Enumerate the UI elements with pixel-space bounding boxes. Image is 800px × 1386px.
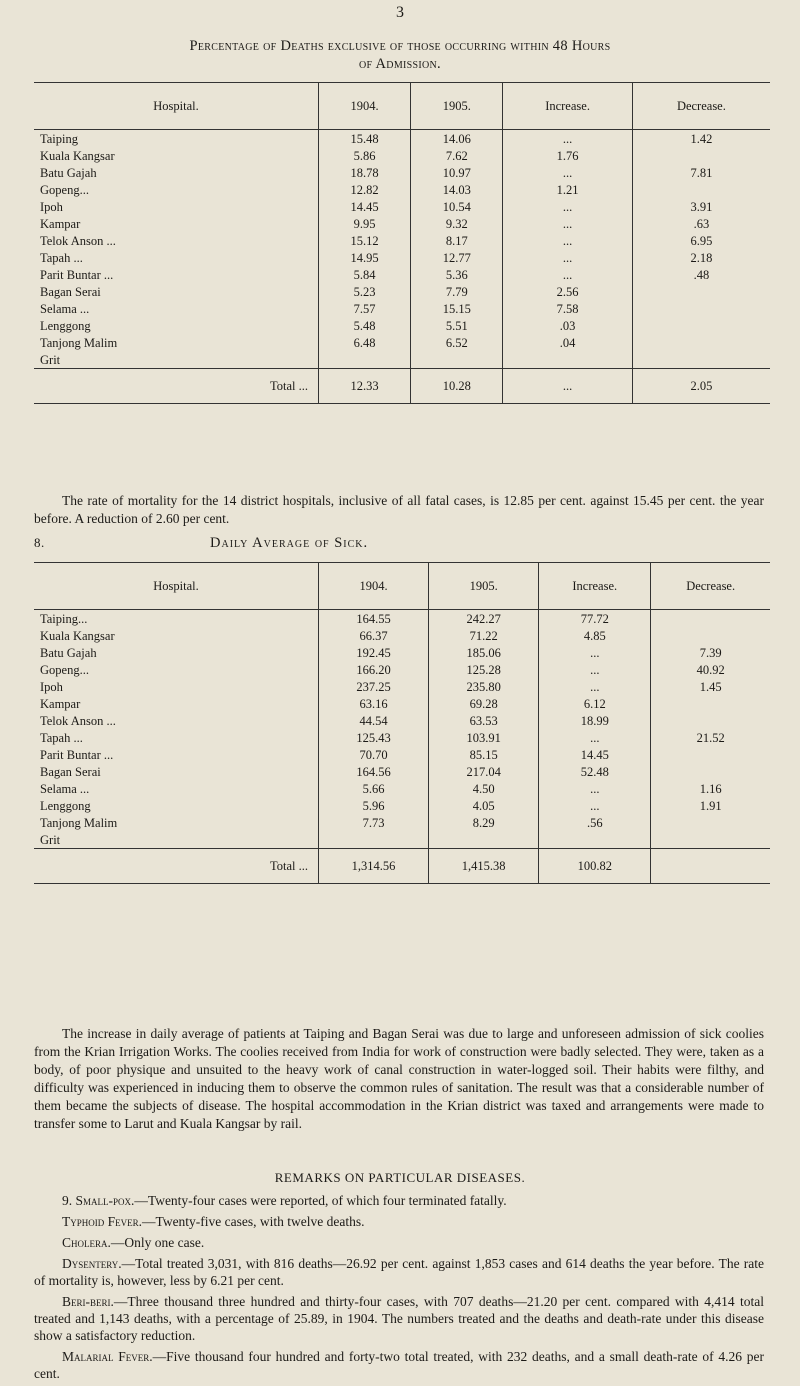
table-cell: 1.21 <box>503 181 632 198</box>
table-cell <box>319 831 429 849</box>
header-hospital: Hospital. <box>34 563 319 610</box>
table-cell: 9.32 <box>411 215 503 232</box>
table-row <box>34 797 770 814</box>
hospital-name: Tanjong Malim <box>40 815 118 830</box>
hospital-name: Grit <box>40 832 61 847</box>
table-cell: 15.48 <box>319 130 411 148</box>
table1-subtitle: of Admission. <box>359 56 441 72</box>
table-cell: 52.48 <box>539 763 651 780</box>
table-cell: 40.92 <box>651 661 770 678</box>
table-cell: 6.48 <box>319 334 411 351</box>
table-cell: 12.82 <box>319 181 411 198</box>
table-row <box>34 198 770 215</box>
table-cell: 14.95 <box>319 249 411 266</box>
hospital-name: Telok Anson ... <box>40 233 116 248</box>
table-row <box>34 164 770 181</box>
table-cell: 21.52 <box>651 729 770 746</box>
table-cell <box>651 627 770 644</box>
table-row <box>34 300 770 317</box>
table-cell: 6.12 <box>539 695 651 712</box>
table-cell <box>651 814 770 831</box>
table-cell: 125.43 <box>319 729 429 746</box>
table-cell: 14.06 <box>411 130 503 148</box>
remark-paragraph <box>34 1213 764 1230</box>
table-cell: 44.54 <box>319 712 429 729</box>
table-cell <box>632 317 770 334</box>
table-row <box>34 334 770 351</box>
table-cell: 1.45 <box>651 678 770 695</box>
table-cell: ... <box>539 797 651 814</box>
section-number: 8. <box>34 535 45 550</box>
remarks-section <box>34 1192 764 1386</box>
table-cell: 10.97 <box>411 164 503 181</box>
table-cell: 70.70 <box>319 746 429 763</box>
table-cell: 69.28 <box>429 695 539 712</box>
table-cell: 14.03 <box>411 181 503 198</box>
remark-text: —Three thousand three hundred and thirty-four cases, with 707 deaths—21.20 per cent. compared with 4,414 total treated and 1,143 deaths, with a percentage of 25.89, in 1904. The numbers treated and the deaths and death-rate under this disease show a satisfactory reduction. <box>34 1294 764 1343</box>
hospital-name: Tanjong Malim <box>40 335 118 350</box>
table-cell <box>651 763 770 780</box>
increase-paragraph: The increase in daily average of patients at Taiping and Bagan Serai was due to large and unforeseen admission of sick coolies from the Krian Irrigation Works. The coolies received from India for work of construction were badly selected. They were, taken as a body, of poor physique and unsuited to the heavy work of canal construction in water-logged soil. Their habits were filthy, and difficulty was experienced in inducing them to observe the common rules of sanitation. The result was that a considerable number of them became the subjects of disease. The hospital accommodation in the Krian district was taxed and arrangements were made to transfer some to Larut and Kuala Kangsar by rail. <box>34 1026 764 1131</box>
table-cell: 2.18 <box>632 249 770 266</box>
table-cell <box>651 831 770 849</box>
total-label: Total ... <box>34 369 319 404</box>
table-row <box>34 610 770 628</box>
total-cell <box>651 849 770 884</box>
table-cell: .03 <box>503 317 632 334</box>
table-cell: 6.52 <box>411 334 503 351</box>
total-label: Total ... <box>34 849 319 884</box>
table-cell: ... <box>539 644 651 661</box>
table-cell: 7.79 <box>411 283 503 300</box>
table-cell <box>632 351 770 369</box>
table-cell: ... <box>503 215 632 232</box>
remark-label: Typhoid Fever. <box>62 1214 143 1229</box>
table-row <box>34 831 770 849</box>
table-cell: 7.57 <box>319 300 411 317</box>
hospital-name: Kampar <box>40 696 81 711</box>
table-cell <box>651 695 770 712</box>
mortality-paragraph: The rate of mortality for the 14 district hospitals, inclusive of all fatal cases, is 12.85 per cent. against 15.45 per cent. the year before. A reduction of 2.60 per cent. <box>34 493 764 526</box>
table-cell: 7.81 <box>632 164 770 181</box>
table-cell: 1.16 <box>651 780 770 797</box>
header-decrease: Decrease. <box>651 563 770 610</box>
table-cell: 2.56 <box>503 283 632 300</box>
remark-paragraph <box>34 1234 764 1251</box>
hospital-name: Kuala Kangsar <box>40 148 115 163</box>
table-cell: 63.53 <box>429 712 539 729</box>
header-1905: 1905. <box>411 83 503 130</box>
hospital-name: Taiping <box>40 131 79 146</box>
hospital-name: Telok Anson ... <box>40 713 116 728</box>
table-cell: ... <box>539 729 651 746</box>
table-row <box>34 814 770 831</box>
table-cell: 242.27 <box>429 610 539 628</box>
table-cell: 5.86 <box>319 147 411 164</box>
table-cell: 66.37 <box>319 627 429 644</box>
remark-paragraph <box>34 1192 764 1209</box>
table-cell: 63.16 <box>319 695 429 712</box>
table-row <box>34 780 770 797</box>
table-cell: 18.78 <box>319 164 411 181</box>
table-row <box>34 661 770 678</box>
table-cell: .48 <box>632 266 770 283</box>
remark-label: 9. Small-pox. <box>62 1193 135 1208</box>
table-cell: ... <box>539 780 651 797</box>
table-cell: ... <box>503 249 632 266</box>
table-cell: 15.12 <box>319 232 411 249</box>
table-row <box>34 678 770 695</box>
table-row <box>34 249 770 266</box>
table-cell: 12.77 <box>411 249 503 266</box>
hospital-name: Batu Gajah <box>40 645 97 660</box>
table-cell: 5.48 <box>319 317 411 334</box>
table-row <box>34 130 770 148</box>
table-cell <box>319 351 411 369</box>
remark-text: —Twenty-five cases, with twelve deaths. <box>142 1214 365 1229</box>
page-number: 3 <box>396 4 404 21</box>
header-1905: 1905. <box>429 563 539 610</box>
hospital-name: Parit Buntar ... <box>40 747 114 762</box>
table-cell: 7.62 <box>411 147 503 164</box>
table-cell: 5.23 <box>319 283 411 300</box>
table-cell: 18.99 <box>539 712 651 729</box>
table-cell: .56 <box>539 814 651 831</box>
hospital-name: Batu Gajah <box>40 165 97 180</box>
table-row <box>34 351 770 369</box>
table-row <box>34 317 770 334</box>
table-cell <box>632 181 770 198</box>
table-cell <box>651 712 770 729</box>
total-row <box>34 849 770 884</box>
total-cell: 1,415.38 <box>429 849 539 884</box>
table-cell: 14.45 <box>539 746 651 763</box>
hospital-name: Grit <box>40 352 61 367</box>
table-cell: ... <box>503 164 632 181</box>
table-row <box>34 627 770 644</box>
table-row <box>34 283 770 300</box>
hospital-name: Tapah ... <box>40 730 83 745</box>
hospital-name: Lenggong <box>40 798 91 813</box>
table-row <box>34 729 770 746</box>
total-row <box>34 369 770 404</box>
table-row <box>34 181 770 198</box>
table-cell: 85.15 <box>429 746 539 763</box>
table-cell: ... <box>503 130 632 148</box>
section-title: Daily Average of Sick. <box>210 535 369 551</box>
table-cell: 7.39 <box>651 644 770 661</box>
table-cell <box>632 147 770 164</box>
table-cell: 185.06 <box>429 644 539 661</box>
table-row <box>34 644 770 661</box>
table-cell: 1.91 <box>651 797 770 814</box>
table-cell: ... <box>503 198 632 215</box>
hospital-name: Ipoh <box>40 679 63 694</box>
table-row <box>34 695 770 712</box>
table-cell: 15.15 <box>411 300 503 317</box>
table-cell: 5.66 <box>319 780 429 797</box>
table-cell: ... <box>539 661 651 678</box>
table-cell: 1.76 <box>503 147 632 164</box>
table-cell: ... <box>503 232 632 249</box>
header-1904: 1904. <box>319 83 411 130</box>
table-cell <box>651 746 770 763</box>
table-cell: 217.04 <box>429 763 539 780</box>
remark-text: —Five thousand four hundred and forty-two total treated, with 232 deaths, and a small death-rate of 4.26 per cent. <box>34 1349 764 1381</box>
table-cell <box>632 300 770 317</box>
header-1904: 1904. <box>319 563 429 610</box>
total-cell: 2.05 <box>632 369 770 404</box>
hospital-name: Lenggong <box>40 318 91 333</box>
table-cell <box>503 351 632 369</box>
table-cell: 3.91 <box>632 198 770 215</box>
table-cell <box>411 351 503 369</box>
remark-label: Dysentery. <box>62 1256 122 1271</box>
total-cell: 10.28 <box>411 369 503 404</box>
remark-text: —Only one case. <box>110 1235 205 1250</box>
total-cell: 12.33 <box>319 369 411 404</box>
remark-paragraph <box>34 1348 764 1382</box>
table-cell: 14.45 <box>319 198 411 215</box>
remark-label: Cholera. <box>62 1235 111 1250</box>
hospital-name: Selama ... <box>40 301 90 316</box>
table-row <box>34 266 770 283</box>
table-cell <box>632 283 770 300</box>
table-cell <box>651 610 770 628</box>
header-increase: Increase. <box>539 563 651 610</box>
table-row <box>34 712 770 729</box>
remark-text: —Total treated 3,031, with 816 deaths—26.92 per cent. against 1,853 cases and 614 deaths the year before. The rate of mortality is, however, less by 6.21 per cent. <box>34 1256 764 1288</box>
hospital-name: Ipoh <box>40 199 63 214</box>
hospital-name: Tapah ... <box>40 250 83 265</box>
hospital-name: Taiping... <box>40 611 88 626</box>
table-cell: ... <box>503 266 632 283</box>
total-cell: 100.82 <box>539 849 651 884</box>
hospital-name: Gopeng... <box>40 662 89 677</box>
table-row <box>34 763 770 780</box>
table-cell: 192.45 <box>319 644 429 661</box>
table-cell: 4.05 <box>429 797 539 814</box>
table-cell: .63 <box>632 215 770 232</box>
table-cell: 8.17 <box>411 232 503 249</box>
total-cell: 1,314.56 <box>319 849 429 884</box>
mortality-table <box>34 82 770 404</box>
remark-label: Malarial Fever. <box>62 1349 153 1364</box>
table-row <box>34 147 770 164</box>
remark-label: Beri-beri. <box>62 1294 114 1309</box>
table-cell <box>632 334 770 351</box>
remarks-heading: REMARKS ON PARTICULAR DISEASES. <box>274 1170 526 1185</box>
table-cell: 7.73 <box>319 814 429 831</box>
table-cell: 164.55 <box>319 610 429 628</box>
table-cell: 166.20 <box>319 661 429 678</box>
table-cell: 235.80 <box>429 678 539 695</box>
table-row <box>34 215 770 232</box>
header-increase: Increase. <box>503 83 632 130</box>
table-cell <box>539 831 651 849</box>
hospital-name: Kuala Kangsar <box>40 628 115 643</box>
table-cell: 125.28 <box>429 661 539 678</box>
hospital-name: Gopeng... <box>40 182 89 197</box>
table-cell: 71.22 <box>429 627 539 644</box>
table-row <box>34 232 770 249</box>
table-cell: 9.95 <box>319 215 411 232</box>
remark-paragraph <box>34 1255 764 1289</box>
table-cell: 77.72 <box>539 610 651 628</box>
hospital-name: Bagan Serai <box>40 764 101 779</box>
remark-paragraph <box>34 1293 764 1344</box>
table-cell: 6.95 <box>632 232 770 249</box>
table-cell: 5.51 <box>411 317 503 334</box>
header-hospital: Hospital. <box>34 83 319 130</box>
table-cell: 7.58 <box>503 300 632 317</box>
hospital-name: Kampar <box>40 216 81 231</box>
remark-text: —Twenty-four cases were reported, of which four terminated fatally. <box>134 1193 507 1208</box>
table-cell: 1.42 <box>632 130 770 148</box>
total-cell: ... <box>503 369 632 404</box>
table-cell: 5.36 <box>411 266 503 283</box>
daily-average-table <box>34 562 770 884</box>
table-row <box>34 746 770 763</box>
table-cell: .04 <box>503 334 632 351</box>
table-cell: 103.91 <box>429 729 539 746</box>
hospital-name: Selama ... <box>40 781 90 796</box>
table-cell: 164.56 <box>319 763 429 780</box>
header-decrease: Decrease. <box>632 83 770 130</box>
table-cell: 10.54 <box>411 198 503 215</box>
table-cell: 237.25 <box>319 678 429 695</box>
table-cell: 5.96 <box>319 797 429 814</box>
table1-title: Percentage of Deaths exclusive of those occurring within 48 Hours <box>189 38 611 54</box>
table-cell: 5.84 <box>319 266 411 283</box>
table-cell <box>429 831 539 849</box>
hospital-name: Bagan Serai <box>40 284 101 299</box>
table-cell: 4.85 <box>539 627 651 644</box>
table-cell: ... <box>539 678 651 695</box>
hospital-name: Parit Buntar ... <box>40 267 114 282</box>
table-cell: 8.29 <box>429 814 539 831</box>
table-cell: 4.50 <box>429 780 539 797</box>
